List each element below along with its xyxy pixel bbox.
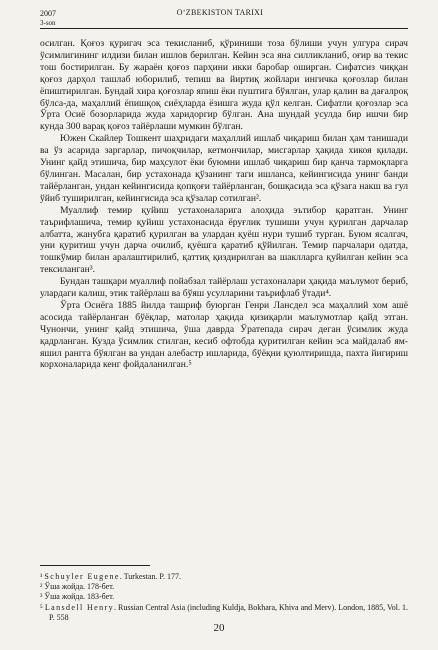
footnote-text: Ўша жойда. 178-бет. — [44, 582, 115, 592]
footnote-1 — [40, 572, 408, 582]
footnote-text: . Russian Central Asia (including Kuldja, Bokhara, Khiva and Merv). London, 1885, Vol. 1. P. 558 — [49, 602, 409, 622]
paragraph-3: Муаллиф темир қуйиш устахоналарига алоҳида эътибор қаратган. Унинг таърифлашича, темир қуйиш устахонасида ёруғлик тушиши учун қурилган дарчалар албатта, жанубга қаратиб қурилган ва улардан қуёш нури тушиб турган. Буюм ясалгач, уни қуритиш учун дарча очилиб, қуёшга қаратиб қўйилган. Темир парчалари одатда, тошкўмир билан аралаштирилиб, қаттиқ қиздирилган ва шаклларга қуйилган кейин эса тексиланган³. — [40, 204, 408, 276]
footnote-author: Lansdell Henry — [44, 602, 114, 612]
footnote-mark: ⁵ — [40, 602, 43, 612]
journal-title: O‘ZBEKISTON TARIXI — [176, 8, 264, 17]
footnote-mark: ¹ — [40, 572, 43, 581]
header-year: 2007 — [40, 9, 56, 18]
footnote-divider — [40, 565, 150, 566]
footnote-text: . Turkestan. P. 177. — [119, 572, 181, 581]
footnote-2 — [40, 582, 408, 592]
footnote-5 — [40, 603, 408, 623]
footnotes — [40, 572, 408, 623]
paragraph-5: Ўрта Осиёга 1885 йилда ташриф буюрган Генри Лансдел эса маҳаллий хом ашё асосида тайёрланган бўёқлар, матолар ҳақида қизиқарли маълумотлар қайд этган. Чунончи, унинг қайд этишича, ўша даврда Ўратепада сирач деган ўсимлик жуда қадрланган. Кузда ўсимлик стилган, кесиб офтобда қуритилган кейин эса майдалаб ям-яшил рангга бўялган ва ундан алебастр ишларида, бўёқни қуюлтиришда, пахта йигириш корхоналарида кенг фойдаланилган.⁵ — [40, 299, 408, 371]
paragraph-1: осилган. Қоғоз қуригач эса текисланиб, қўриниши тоза бўлиши учун улгура сирач ўсимлигининг илдизи билан ишлов берилган. Кейин эса яна силликланиб, оғир ва текис тош бостирилган. Бу жараён қоғоз парҳини икки баробар оширган. Сифатсиз чиққан қоғоз дарҳол ташлаб юборилиб, тепиш ва йиртиқ жойлари ингичка қоғозлар билан ёпиштирилган. Бундай хира қоғозлар япиш ёки пуштига бўялган, улар қалин ва дағалроқ бўлса-да, маҳаллий ёпишқоқ сиёҳларда ёзишга жуда қўл келган. Сифатли қоғозлар эса Ўрта Осиё бозорларида жуда харидоргир бўлган. Ана шундай усулда бир ишчи бир кунда 300 варақ қоғоз тайёрлаши мумкин бўлган. — [40, 38, 408, 133]
footnote-3 — [40, 592, 408, 602]
footnote-author: Schuyler Eugene — [44, 572, 120, 581]
footnote-text: Ўша жойда. 183-бет. — [44, 592, 115, 602]
paragraph-2: Южен Скайлер Тошкент шаҳридаги маҳаллий ишлаб чиқариш билан ҳам танишади ва ўз асарида заргарлар, пичоқчилар, кетмончилар, мисгарлар ҳақида хикоя қилади. Унинг қайд этишича, бир маҳсулот ёки буюмни ишлаб чиқариш бир қанча тармоқларга бўлинган. Масалан, бир устахонада қўзанинг таги ишланса, кейингисида унинг банди тайёрланган, ундан кейингисида қопқоғи тайёрланган, бошқасида эса қўзага накш ва гул ўйиб туширилган, кейингисида эса қўзалар сотилган². — [40, 133, 408, 204]
footnote-mark: ³ — [40, 592, 43, 602]
article-body — [40, 38, 408, 371]
page-number: 20 — [213, 622, 225, 634]
header-issue: 3-son — [40, 19, 56, 27]
footnote-mark: ² — [40, 582, 43, 592]
paragraph-4: Бундан ташқари муаллиф пойабзал тайёрлаш устахоналари ҳақида маълумот бериб, улардаги калиш, этик тайёрлаш ва бўяш усулларини таърифлаб ўтади⁴. — [40, 276, 408, 300]
header-divider — [40, 28, 408, 29]
